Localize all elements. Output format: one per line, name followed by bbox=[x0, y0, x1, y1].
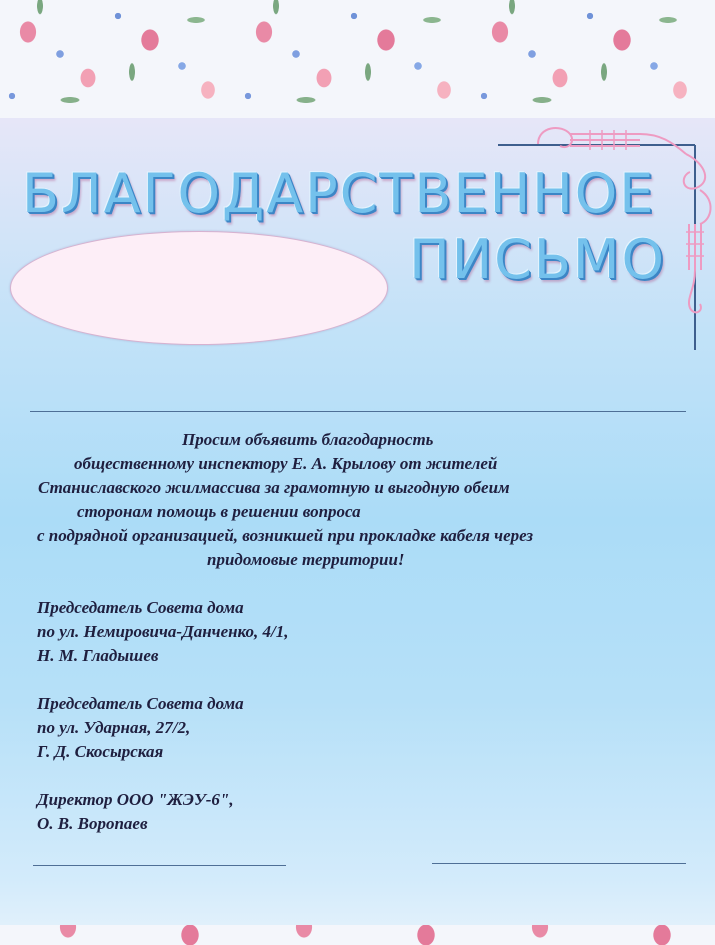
signatory-block bbox=[37, 692, 244, 764]
signatory-role: Председатель Совета дома bbox=[37, 694, 244, 713]
message-line: сторонам помощь в решении вопроса bbox=[77, 502, 361, 521]
signatory-address: по ул. Ударная, 27/2, bbox=[37, 718, 191, 737]
decorative-oval bbox=[10, 231, 388, 345]
title-line-2: ПИСЬМО bbox=[409, 228, 666, 291]
divider-line bbox=[30, 411, 686, 412]
signatory-block bbox=[37, 788, 234, 836]
signatory-name: Н. М. Гладышев bbox=[37, 646, 159, 665]
signatory-role: Директор ООО "ЖЭУ-6", bbox=[37, 790, 234, 809]
signature-line-right bbox=[432, 863, 686, 864]
message-line: придомовые территории! bbox=[207, 550, 405, 569]
signatory-name: Г. Д. Скосырская bbox=[37, 742, 164, 761]
floral-border-top bbox=[0, 0, 715, 118]
signature-line-left bbox=[33, 865, 286, 866]
floral-border-bottom bbox=[0, 925, 715, 945]
signatory-block bbox=[37, 596, 289, 668]
signatory-name: О. В. Воропаев bbox=[37, 814, 148, 833]
message-line: Просим объявить благодарность bbox=[182, 430, 434, 449]
signatory-role: Председатель Совета дома bbox=[37, 598, 244, 617]
signatory-address: по ул. Немировича-Данченко, 4/1, bbox=[37, 622, 289, 641]
title-line-1: БЛАГОДАРСТВЕННОЕ bbox=[22, 162, 656, 225]
message-line: с подрядной организацией, возникшей при прокладке кабеля через bbox=[37, 526, 534, 545]
message-line: Станиславского жилмассива за грамотную и выгодную обеим bbox=[38, 478, 510, 497]
message-line: общественному инспектору Е. А. Крылову от жителей bbox=[74, 454, 498, 473]
